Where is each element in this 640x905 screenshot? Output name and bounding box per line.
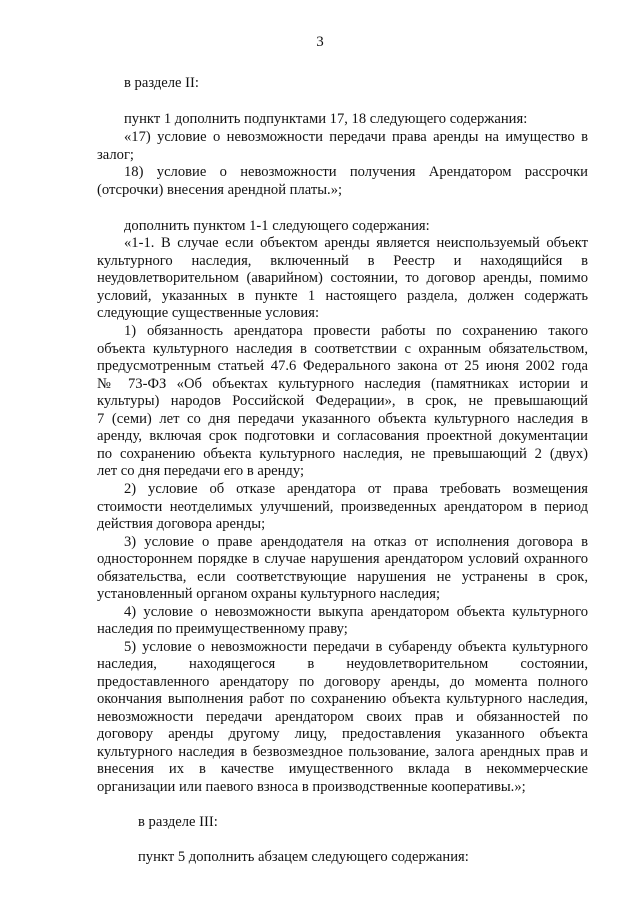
text-line: культуры) народов Российской Федерации», в срок, не превышающий <box>97 393 588 409</box>
text-line: невозможности передачи арендатором своих прав и обязанностей по <box>97 709 588 725</box>
text-line: предоставленного арендатору по договору аренды, до момента полного <box>97 674 588 690</box>
text-line: (отсрочки) внесения арендной платы.»; <box>97 182 343 198</box>
text-line: следующие существенные условия: <box>97 305 320 321</box>
text-line: культурного наследия в безвозмездное пользование, залога арендных прав и <box>97 744 588 760</box>
text-line: условий, указанных в пункте 1 настоящего раздела, должен содержать <box>97 288 588 304</box>
text-line: по сохранению объекта культурного наследия, не превышающий 2 (двух) <box>97 446 588 462</box>
text-line: договору аренды другому лицу, предоставления указанного объекта <box>97 726 588 742</box>
text-line: 3) условие о праве арендодателя на отказ от исполнения договора в <box>124 534 588 550</box>
text-line: установленный органом охраны культурного наследия; <box>97 586 441 602</box>
text-line: «1-1. В случае если объектом аренды является неиспользуемый объект <box>124 235 588 251</box>
text-line: 18) условие о невозможности получения Арендатором рассрочки <box>124 164 588 180</box>
text-line: 5) условие о невозможности передачи в субаренду объекта культурного <box>124 639 588 655</box>
text-line: культурного наследия, включенный в Реестр и находящийся в <box>97 253 588 269</box>
text-line: окончания выполнения работ по сохранению объекта культурного наследия, <box>97 691 588 707</box>
section-heading: в разделе II: <box>124 75 199 91</box>
text-line: неудовлетворительном (аварийном) состоянии, то договор аренды, помимо <box>97 270 588 286</box>
text-line: № 73-ФЗ «Об объектах культурного наследия (памятниках истории и <box>97 376 588 392</box>
text-line: залог; <box>97 147 134 163</box>
text-line: стоимости неотделимых улучшений, произведенных арендатором в период <box>97 499 588 515</box>
text-line: предусмотренным статьей 47.6 Федерального закона от 25 июня 2002 года <box>97 358 588 374</box>
text-line: действия договора аренды; <box>97 516 266 532</box>
text-line: 2) условие об отказе арендатора от права требовать возмещения <box>124 481 588 497</box>
text-line: 4) условие о невозможности выкупа арендатором объекта культурного <box>124 604 588 620</box>
text-line: обязательства, если соответствующие нарушения не устранены в срок, <box>97 569 588 585</box>
text-line: аренду, включая срок подготовки и согласования проектной документации <box>97 428 588 444</box>
text-line: одностороннем порядке в случае нарушения арендатором условий охранного <box>97 551 588 567</box>
text-line: пункт 5 дополнить абзацем следующего содержания: <box>138 849 469 865</box>
text-line: «17) условие о невозможности передачи права аренды на имущество в <box>124 129 588 145</box>
text-line: наследия, находящегося в неудовлетворительном состоянии, <box>97 656 588 672</box>
section-heading: в разделе III: <box>138 814 218 830</box>
text-line: организации или паевого взноса в производственные кооперативы.»; <box>97 779 526 795</box>
text-line: наследия по преимущественному праву; <box>97 621 348 637</box>
text-line: объекта культурного наследия в соответствии с охранным обязательством, <box>97 341 588 357</box>
text-line: 1) обязанность арендатора провести работы по сохранению такого <box>124 323 588 339</box>
text-line: внесения их в качестве имущественного вклада в некоммерческие <box>97 761 588 777</box>
page-number: 3 <box>316 34 324 50</box>
text-line: пункт 1 дополнить подпунктами 17, 18 следующего содержания: <box>124 111 528 127</box>
text-line: дополнить пунктом 1-1 следующего содержания: <box>124 218 430 234</box>
text-line: 7 (семи) лет со дня передачи указанного объекта культурного наследия в <box>97 411 588 427</box>
text-line: лет со дня передачи его в аренду; <box>97 463 305 479</box>
